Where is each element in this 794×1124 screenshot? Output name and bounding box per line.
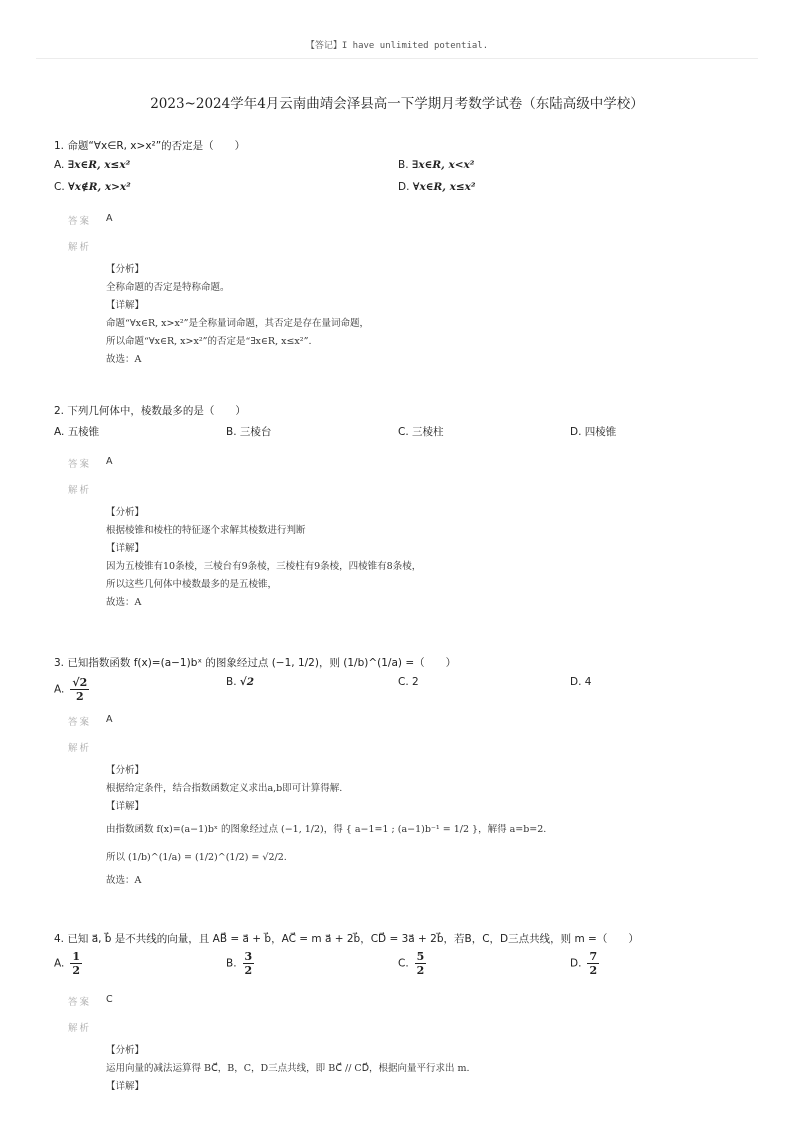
- banner-divider: [36, 58, 758, 59]
- option-d: D. 4: [570, 676, 592, 688]
- option-a: A. 五棱锥: [54, 426, 100, 438]
- answer-row: [54, 213, 754, 227]
- answer-row: [54, 714, 754, 728]
- answer-label: 答案: [68, 459, 92, 470]
- option-b: B. 三棱台: [226, 426, 272, 438]
- explanation-label: 解析: [68, 242, 92, 253]
- answer-row: [54, 456, 754, 470]
- options-row: [54, 950, 754, 982]
- answer-label: 答案: [68, 997, 92, 1008]
- question-stem: 1. 命题“∀x∈R, x>x²”的否定是（ ）: [54, 140, 246, 152]
- explanation-label: 解析: [68, 743, 92, 754]
- option-a: A. ∃x∈R, x≤x²: [54, 159, 131, 171]
- explanation-body: 【分析】 根据给定条件，结合指数函数定义求出a,b即可计算得解. 【详解】 由指数函数 f(x)=(a−1)bˣ 的图象经过点 (−1, 1/2)，得 { a−1=1 ; (a−1)b⁻¹ = 1/2 }，解得 a=b=2. 所以 (1/b)^(1/a) = (1/2)^(1/2) = √2/2. 故选：A: [106, 765, 547, 886]
- explanation-body: 【分析】 运用向量的减法运算得 BC⃗，B，C，D三点共线，即 BC⃗ // CD⃗，根据向量平行求出 m. 【详解】: [106, 1045, 470, 1092]
- page-banner: 【答记】I have unlimited potential.: [305, 41, 489, 51]
- answer-row: [54, 994, 754, 1008]
- options-row: [54, 424, 754, 442]
- answer-label: 答案: [68, 216, 92, 227]
- option-b: B. $\frac{3}{2}$: [226, 950, 253, 977]
- explanation-label: 解析: [68, 1023, 92, 1034]
- answer-value: A: [106, 714, 113, 725]
- option-a: A. $\frac{√2}{2}$: [54, 676, 88, 703]
- option-b: B. ∃x∈R, x<x²: [398, 159, 475, 171]
- option-b: B. √2: [226, 676, 255, 688]
- answer-value: A: [106, 456, 113, 467]
- option-c: C. 三棱柱: [398, 426, 444, 438]
- question-3: [54, 655, 754, 890]
- option-a: A. $\frac{1}{2}$: [54, 950, 80, 977]
- option-c: C. $\frac{5}{2}$: [398, 950, 425, 977]
- option-d: D. $\frac{7}{2}$: [570, 950, 598, 977]
- option-d: D. 四棱锥: [570, 426, 617, 438]
- options-row: [54, 676, 754, 708]
- question-stem: 4. 已知 a⃗, b⃗ 是不共线的向量，且 AB⃗ = a⃗ + b⃗，AC⃗ = m a⃗ + 2b⃗，CD⃗ = 3a⃗ + 2b⃗，若B，C，D三点共线，则 m =（ ）: [54, 933, 639, 945]
- answer-value: A: [106, 213, 113, 224]
- explanation-body: 【分析】 根据棱锥和棱柱的特征逐个求解其棱数进行判断 【详解】 因为五棱锥有10条棱，三棱台有9条棱，三棱柱有9条棱，四棱锥有8条棱， 所以这些几何体中棱数最多的是五棱锥， 故选：A: [106, 507, 422, 608]
- question-1: [54, 138, 754, 369]
- option-d: D. ∀x∈R, x≤x²: [398, 181, 476, 193]
- question-stem: 2. 下列几何体中，棱数最多的是（ ）: [54, 405, 246, 417]
- options-row: [54, 181, 754, 199]
- option-c: C. ∀x∉R, x>x²: [54, 181, 131, 193]
- explanation-body: 【分析】 全称命题的否定是特称命题。 【详解】 命题“∀x∈R, x>x²”是全称量词命题，其否定是存在量词命题， 所以命题“∀x∈R, x>x²”的否定是“∃x∈R, x≤x²”. 故选：A: [106, 264, 370, 365]
- document-title: 2023~2024学年4月云南曲靖会泽县高一下学期月考数学试卷（东陆高级中学校）: [150, 96, 644, 112]
- question-stem: 3. 已知指数函数 f(x)=(a−1)bˣ 的图象经过点 (−1, 1/2)，则 (1/b)^(1/a) =（ ）: [54, 657, 457, 669]
- explanation-label: 解析: [68, 485, 92, 496]
- options-row: [54, 159, 754, 177]
- answer-label: 答案: [68, 717, 92, 728]
- question-2: [54, 403, 754, 612]
- answer-value: C: [106, 994, 113, 1005]
- option-c: C. 2: [398, 676, 419, 688]
- question-4: [54, 931, 754, 1096]
